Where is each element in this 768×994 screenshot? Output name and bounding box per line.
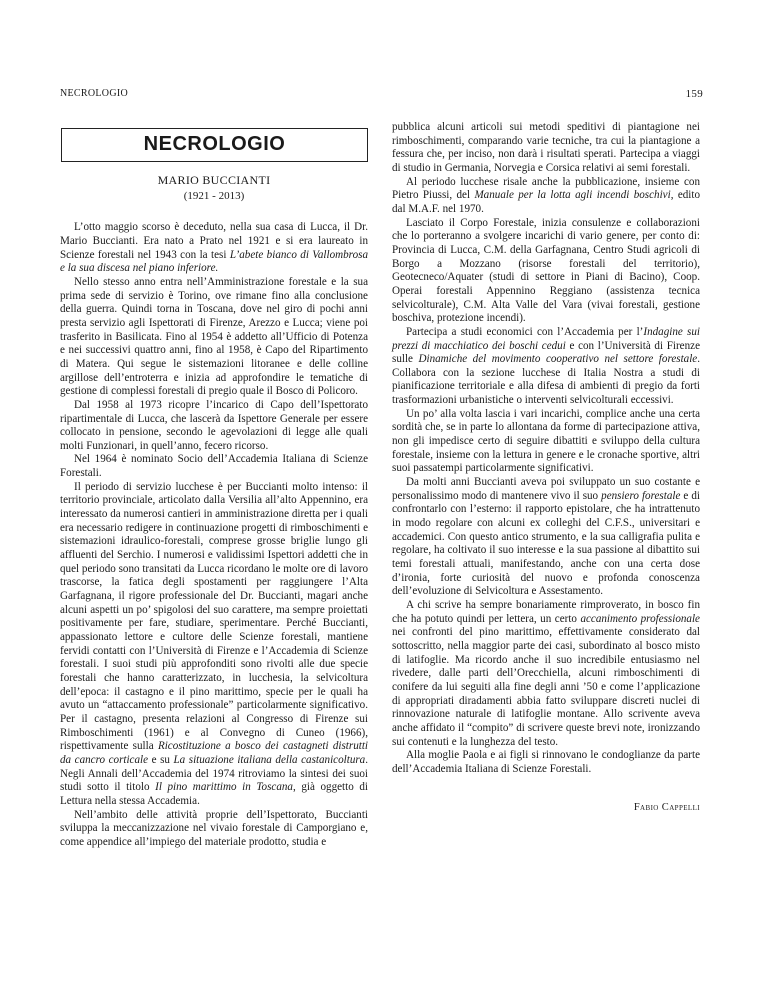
paragraph: Al periodo lucchese risale anche la pubblicazione, insieme con Pietro Piussi, del Manuale per la lotta agli incendi boschivi, edito dal M.A.F. nel 1970. — [392, 175, 701, 215]
left-column — [60, 120, 368, 850]
paragraph: Nello stesso anno entra nell’Amministrazione forestale e la sua prima sede di servizio è Torino, ove rimane fino alla conclusione della guerra. Quindi torna in Toscana, dove nel giro di pochi anni presta servizio agli Ispettorati di Firenze, Arezzo e Lucca; viene poi trasferito in Basilicata. Fino al 1954 è addetto all’Ufficio di Potenza e nei successivi quattro anni, fino al 1958, è Capo del Ripartimento di Matera. Qui segue le sistemazioni litoranee e delle colline argillose dell’entroterra e inizia ad approfondire le tematiche di gestione di complessi forestali di pregio quale il Bosco di Policoro. — [60, 275, 368, 398]
page-number: 159 — [685, 88, 703, 100]
paragraph: Un po’ alla volta lascia i vari incarichi, complice anche una certa sordità che, se in parte lo allontana da forme di partecipazione attiva, non gli impedisce certo di seguire dibattiti e sviluppo della cultura forestale, insieme con la lettura in genere e le cronache sportive, altri suoi passatempi particolarmente significativi. — [392, 407, 700, 475]
paragraph: Partecipa a studi economici con l’Accademia per l’Indagine sui prezzi di macchiatico dei boschi cedui e con l’Università di Firenze sulle Dinamiche del movimento cooperativo nel settore forestale. Collabora con la sezione lucchese di Italia Nostra a studi di pianificazione territoriale e alla difesa di ambienti di pregio da forti trasformazioni urbanistiche o interventi selvicolturali eccessivi. — [392, 325, 701, 407]
thesis-title: L’abete bianco di Vallombrosa e la sua discesa nel piano inferiore. — [60, 248, 368, 275]
running-head-section: NECROLOGIO — [60, 88, 128, 99]
paragraph: Nel 1964 è nominato Socio dell’Accademia Italiana di Scienze Forestali. — [60, 453, 368, 480]
section-heading: NECROLOGIO — [143, 133, 286, 156]
obituary-dates: (1921 - 2013) — [183, 189, 245, 202]
right-column — [392, 121, 700, 814]
author-signature: Fabio Cappelli — [633, 801, 700, 813]
obituary-name: MARIO BUCCIANTI — [157, 173, 271, 187]
paragraph: Il periodo di servizio lucchese è per Buccianti molto intenso: il territorio provinciale, articolato dalla Versilia all’alto Appennino, era interessato da numerosi cantieri in amministrazione diretta per i quali era necessario redigere in continuazione progetti di rimboschimenti e sistemazioni idraulico-forestali, comprese grosse briglie lungo gli affluenti del Serchio. I numerosi e validissimi Ispettori addetti che in quel periodo sono transitati da Lucca ricordano le molte ore di lavoro trascorse, la fatica degli spostamenti per raggiungere l’Alta Garfagnana, il rigore professionale del Dr. Buccianti, magari anche alcuni aspetti un po’ spigolosi del suo carattere, ma sempre proiettati positivamente per fare, studiare, sperimentare. Perché Buccianti, appassionato lettore e cultore delle Scienze forestali, mantiene fervidi contatti con l’Università di Firenze e l’Accademia di Scienze forestali. I suoi studi più approfonditi sono rivolti alle due specie forestali che hanno caratterizzato, in lucchesia, la selvicoltura dell’epoca: il castagno e il pino marittimo, specie per le quali ha avuto un “attaccamento professionale” particolarmente significativo. Per il castagno, presenta relazioni al Congresso di Firenze sui Rimboschimenti (1961) e al Convegno di Cuneo (1966), rispettivamente sulla Ricostituzione a bosco dei castagneti distrutti da cancro corticale e su La situazione italiana della castanicoltura. Negli Annali dell’Accademia del 1974 ritroviamo la sintesi dei suoi studi sotto il titolo Il pino marittimo in Toscana, già oggetto di Lettura nella stessa Accademia. — [60, 480, 369, 807]
paragraph: Nell’ambito delle attività proprie dell’Ispettorato, Buccianti sviluppa la meccanizzazione nel vivaio forestale di Camporgiano e, come appendice all’impiego del materiale prodotto, studia e — [60, 808, 368, 848]
paragraph: Lasciato il Corpo Forestale, inizia consulenze e collaborazioni che lo porteranno a svolgere incarichi di vario genere, per conto di: Provincia di Lucca, C.M. della Garfagnana, Centro Studi agricoli di Borgo a Mozzano (risorse forestali del territorio), Geotecneco/Aquater (studi di settore in Piani di Bacino), Coop. Operai forestali Appennino Reggiano (assistenza tecnica selvicolturale), C.M. Alta Valle del Vara (vivai forestali, gestione boschiva, protezione incendi). — [392, 216, 700, 325]
paragraph: Da molti anni Buccianti aveva poi sviluppato un suo costante e personalissimo modo di mantenere vivo il suo pensiero forestale e di confrontarlo con l’esterno: il rapporto epistolare, che ha intrattenuto in modo regolare con alcuni ex colleghi del C.F.S., universitari e accademici. Con questo antico strumento, e la sua calligrafia pulita e regolare, ha coltivato il suo interesse e la sua passione al dibattito sui temi forestali attuali, manifestando, anche con una certa dose d’ironia, forte curiosità del nuovo e profonda conoscenza dell’evoluzione di Selvicoltura e Assestamento. — [392, 476, 700, 598]
running-head — [60, 88, 703, 104]
paragraph: Dal 1958 al 1973 ricopre l’incarico di Capo dell’Ispettorato ripartimentale di Lucca, che lascerà da Ispettore Generale per essere collocato in pensione, secondo le agevolazioni di legge alle quali molti Funzionari, in quell’anno, fecero ricorso. — [60, 398, 368, 452]
paragraph: L’otto maggio scorso è deceduto, nella sua casa di Lucca, il Dr. Mario Buccianti. Era nato a Prato nel 1921 e si era laureato in Scienze forestali nel 1943 con la tesi L’abete bianco di Vallombrosa e la sua discesa nel piano inferiore. — [60, 221, 368, 275]
paragraph: Alla moglie Paola e ai figli si rinnovano le condoglianze da parte dell’Accademia Italiana di Scienze Forestali. — [392, 749, 700, 775]
paragraph: pubblica alcuni articoli sui metodi speditivi di piantagione nei rimboschimenti, comparando varie tecniche, tra cui la piantagione a fessura che, per inciso, non darà i risultati sperati. Partecipa a viaggi di studio in Germania, Norvegia e Corsica relativi ai semi forestali. — [392, 121, 700, 174]
paragraph: A chi scrive ha sempre bonariamente rimproverato, in bosco fin che ha potuto quindi per lettera, un certo accanimento professionale nei confronti del pino marittimo, effettivamente considerato dal sottoscritto, nella maggior parte dei casi, subordinato al bosco misto di latifoglie. Ma ricordo anche il suo incredibile entusiasmo nel rivedere, dalle parti dell’Orecchiella, alcuni rimboschimenti di conifere da lui seguiti alla fine degli anni ’50 e come l’applicazione di appropriati diradamenti abbia fatto sviluppare discreti nuclei di rinnovazione naturale di latifoglie montane. Allo scrivente aveva anche affidato il “compito” di scrivere queste brevi note, ironizzando sui contenuti e la lunghezza del testo. — [392, 598, 700, 748]
section-heading-box — [61, 128, 368, 162]
